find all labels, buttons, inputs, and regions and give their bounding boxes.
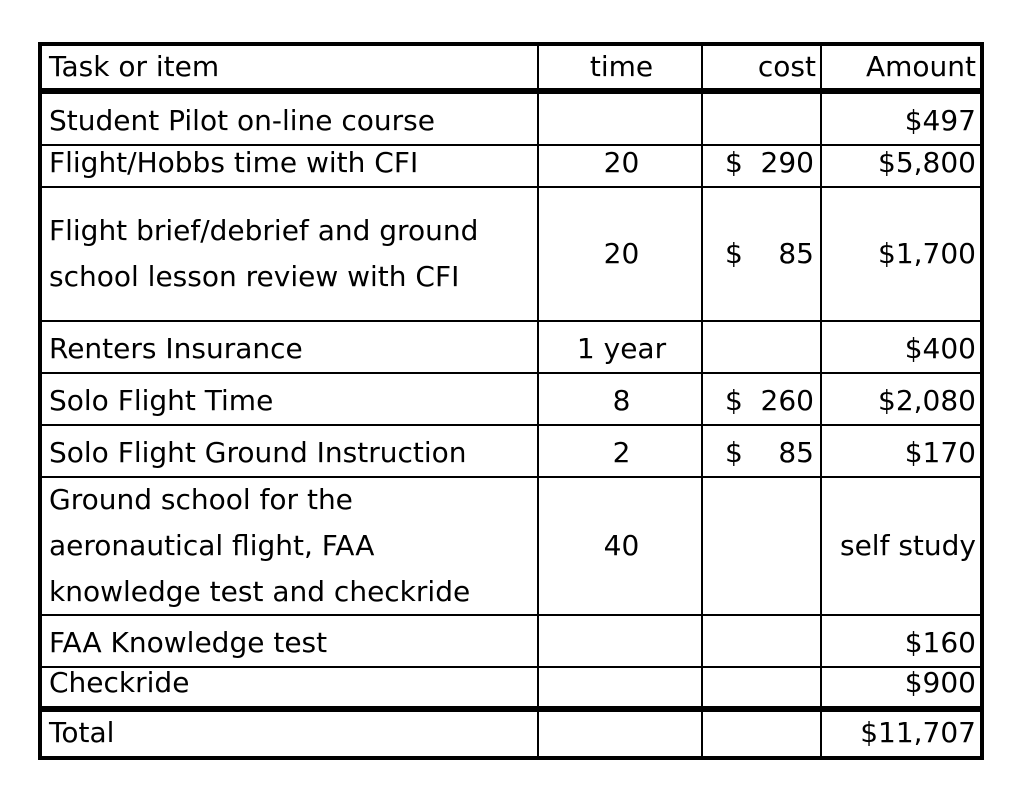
row-cost	[703, 478, 822, 616]
row-amount: $1,700	[822, 188, 980, 322]
row-cost	[703, 146, 822, 188]
cost-value: 260	[760, 384, 814, 417]
row-time: 1 year	[539, 322, 703, 374]
row-amount: $160	[822, 616, 980, 668]
row-cost	[703, 94, 822, 146]
total-label: Total	[42, 712, 539, 756]
row-cost	[703, 668, 822, 712]
row-time: 8	[539, 374, 703, 426]
row-task: Student Pilot on-line course	[42, 94, 539, 146]
row-cost	[703, 616, 822, 668]
cost-symbol: $	[725, 237, 743, 270]
cost-symbol: $	[725, 436, 743, 469]
header-cost: cost	[703, 46, 822, 94]
total-time	[539, 712, 703, 756]
header-time: time	[539, 46, 703, 94]
row-time	[539, 616, 703, 668]
row-time	[539, 668, 703, 712]
cost-table	[38, 42, 984, 760]
total-cost	[703, 712, 822, 756]
cost-value: 290	[760, 146, 814, 179]
row-task: Renters Insurance	[42, 322, 539, 374]
cost-symbol: $	[725, 384, 743, 417]
total-amount: $11,707	[860, 716, 976, 749]
row-time	[539, 94, 703, 146]
row-amount: $5,800	[822, 146, 980, 188]
row-amount: self study	[822, 478, 980, 616]
row-task: Solo Flight Time	[42, 374, 539, 426]
row-amount: $900	[822, 668, 980, 712]
row-task: Ground school for the aeronautical flight, FAA knowledge test and checkride	[42, 478, 539, 616]
row-time: 20	[539, 146, 703, 188]
row-amount: $497	[822, 94, 980, 146]
row-cost	[703, 188, 822, 322]
row-cost	[703, 374, 822, 426]
row-amount: $2,080	[822, 374, 980, 426]
row-task: Flight brief/debrief and ground school lesson review with CFI	[42, 188, 539, 322]
row-cost	[703, 426, 822, 478]
row-amount: $170	[822, 426, 980, 478]
cost-value: 85	[778, 237, 814, 270]
row-time: 2	[539, 426, 703, 478]
row-task: FAA Knowledge test	[42, 616, 539, 668]
header-task: Task or item	[42, 46, 539, 94]
row-task: Checkride	[42, 668, 539, 712]
row-time: 40	[539, 478, 703, 616]
cost-symbol: $	[725, 146, 743, 179]
row-amount: $400	[822, 322, 980, 374]
header-amount: Amount	[822, 46, 980, 94]
row-task: Flight/Hobbs time with CFI	[42, 146, 539, 188]
cost-value: 85	[778, 436, 814, 469]
row-task: Solo Flight Ground Instruction	[42, 426, 539, 478]
row-cost	[703, 322, 822, 374]
row-time: 20	[539, 188, 703, 322]
